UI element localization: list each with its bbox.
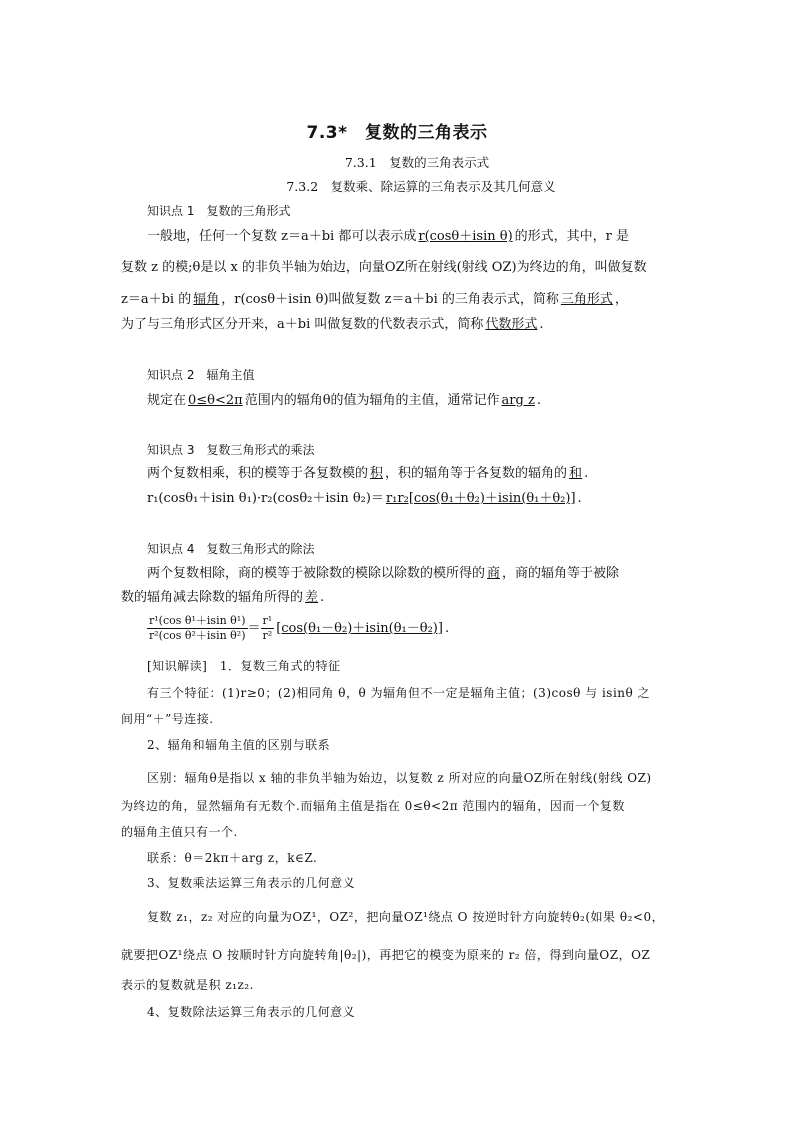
k3-formula: r₁(cosθ₁＋isin θ₁)·r₂(cosθ₂＋isin θ₂)＝ bbox=[147, 491, 384, 506]
k3-answer-blank: 和 bbox=[569, 466, 583, 481]
k4-answer-blank: [cos(θ₁－θ₂)＋isin(θ₁－θ₂)] bbox=[276, 621, 443, 636]
k3-answer-blank: 积 bbox=[370, 466, 384, 481]
k4-division-formula bbox=[147, 614, 687, 643]
reading-line-5: 区别：辐角θ是指以 x 轴的非负半轴为始边，以复数 z 所对应的向量OZ所在射线(射线 OZ) bbox=[147, 771, 652, 785]
k2-answer-blank: arg z bbox=[501, 393, 535, 408]
k2-answer-blank: 0≤θ<2π bbox=[188, 393, 243, 408]
k2-text: 范围内的辐角θ的值为辐角的主值，通常记作 bbox=[244, 393, 500, 408]
k4-text: . bbox=[444, 621, 450, 636]
reading-line-7: 的辐角主值只有一个. bbox=[121, 825, 238, 839]
k1-text: z＝a＋bi 的 bbox=[121, 292, 192, 307]
k1-text: . bbox=[539, 317, 544, 332]
k3-line-2 bbox=[147, 490, 687, 508]
k3-text: . bbox=[577, 491, 582, 506]
reading-line-4: 2、辐角和辐角主值的区别与联系 bbox=[147, 738, 331, 752]
k4-text: . bbox=[320, 590, 325, 605]
fraction-left bbox=[147, 614, 248, 643]
knowledge-point-2-heading: 知识点 2 辐角主值 bbox=[147, 368, 255, 382]
k4-answer-blank: 差 bbox=[305, 590, 319, 605]
k3-text: ，积的辐角等于各复数的辐角的 bbox=[385, 466, 568, 481]
fraction-numerator: r¹ bbox=[262, 614, 273, 627]
section-title: 7.3* 复数的三角表示 bbox=[306, 123, 488, 143]
reading-line-10: 复数 z₁，z₂ 对应的向量为OZ¹，OZ²，把向量OZ¹绕点 O 按逆时针方向旋转θ₂(如果 θ₂<0， bbox=[147, 910, 665, 924]
subsection-title-2: 7.3.2 复数乘、除运算的三角表示及其几何意义 bbox=[286, 179, 556, 194]
k1-text: ， bbox=[614, 292, 628, 307]
knowledge-point-4-heading: 知识点 4 复数三角形式的除法 bbox=[147, 542, 315, 556]
k3-text: 两个复数相乘，积的模等于各复数模的 bbox=[147, 466, 369, 481]
k1-line-2: 复数 z 的模;θ是以 x 的非负半轴为始边，向量OZ所在射线(射线 OZ)为终边的角，叫做复数 bbox=[121, 260, 647, 275]
k1-line-4 bbox=[121, 316, 661, 334]
reading-line-11: 就要把OZ¹绕点 O 按顺时针方向旋转角|θ₂|)，再把它的模变为原来的 r₂ 倍，得到向量OZ，OZ bbox=[121, 948, 651, 962]
k2-text: 规定在 bbox=[147, 393, 187, 408]
equals-sign: ＝ bbox=[247, 621, 261, 636]
k1-answer-blank: 辐角 bbox=[193, 292, 220, 307]
k2-text: . bbox=[536, 393, 541, 408]
fraction-denominator: r² bbox=[262, 629, 273, 642]
k1-answer-blank: 代数形式 bbox=[485, 317, 538, 332]
k1-text: ，r(cosθ＋isin θ)叫做复数 z＝a＋bi 的三角表示式，简称 bbox=[221, 292, 559, 307]
k1-line-3 bbox=[121, 291, 661, 309]
fraction-right bbox=[261, 614, 275, 643]
reading-line-8: 联系：θ＝2kπ＋arg z，k∈Z. bbox=[147, 851, 318, 865]
fraction-denominator: r²(cos θ²＋isin θ²) bbox=[149, 629, 246, 642]
k4-line-1 bbox=[147, 565, 687, 583]
k1-line-1 bbox=[147, 228, 687, 246]
reading-line-12: 表示的复数就是积 z₁z₂. bbox=[121, 978, 254, 992]
reading-line-1: [知识解读] 1．复数三角式的特征 bbox=[147, 659, 341, 673]
reading-line-9: 3、复数乘法运算三角表示的几何意义 bbox=[147, 876, 356, 890]
k1-answer-blank: r(cosθ＋isin θ) bbox=[418, 229, 513, 244]
reading-line-13: 4、复数除法运算三角表示的几何意义 bbox=[147, 1005, 356, 1019]
k1-text: 为了与三角形式区分开来，a＋bi 叫做复数的代数表示式，简称 bbox=[121, 317, 484, 332]
subsection-title-1: 7.3.1 复数的三角表示式 bbox=[344, 155, 490, 170]
k3-answer-blank: r₁r₂[cos(θ₁＋θ₂)＋isin(θ₁＋θ₂)] bbox=[385, 491, 576, 506]
k1-answer-blank: 三角形式 bbox=[560, 292, 613, 307]
knowledge-point-1-heading: 知识点 1 复数的三角形式 bbox=[147, 204, 291, 218]
k4-text: 两个复数相除，商的模等于被除数的模除以除数的模所得的 bbox=[147, 566, 486, 581]
reading-line-6: 为终边的角，显然辐角有无数个.而辐角主值是指在 0≤θ<2π 范围内的辐角，因而一个复数 bbox=[121, 799, 625, 813]
k4-line-2 bbox=[121, 589, 661, 607]
reading-line-2: 有三个特征：(1)r≥0；(2)相同角 θ，θ 为辐角但不一定是辐角主值；(3)cosθ 与 isinθ 之 bbox=[147, 686, 651, 700]
reading-line-3: 间用“＋”号连接. bbox=[121, 712, 214, 726]
k4-answer-blank: 商 bbox=[487, 566, 501, 581]
k4-text: ，商的辐角等于被除 bbox=[502, 566, 620, 581]
k2-line-1 bbox=[147, 392, 687, 410]
k1-text: 一般地，任何一个复数 z＝a＋bi 都可以表示成 bbox=[147, 229, 417, 244]
k3-line-1 bbox=[147, 465, 687, 483]
k1-text: 的形式，其中，r 是 bbox=[514, 229, 630, 244]
fraction-numerator: r¹(cos θ¹＋isin θ¹) bbox=[149, 614, 246, 627]
k4-text: 数的辐角减去除数的辐角所得的 bbox=[121, 590, 304, 605]
knowledge-point-3-heading: 知识点 3 复数三角形式的乘法 bbox=[147, 443, 315, 457]
k3-text: . bbox=[584, 466, 589, 481]
